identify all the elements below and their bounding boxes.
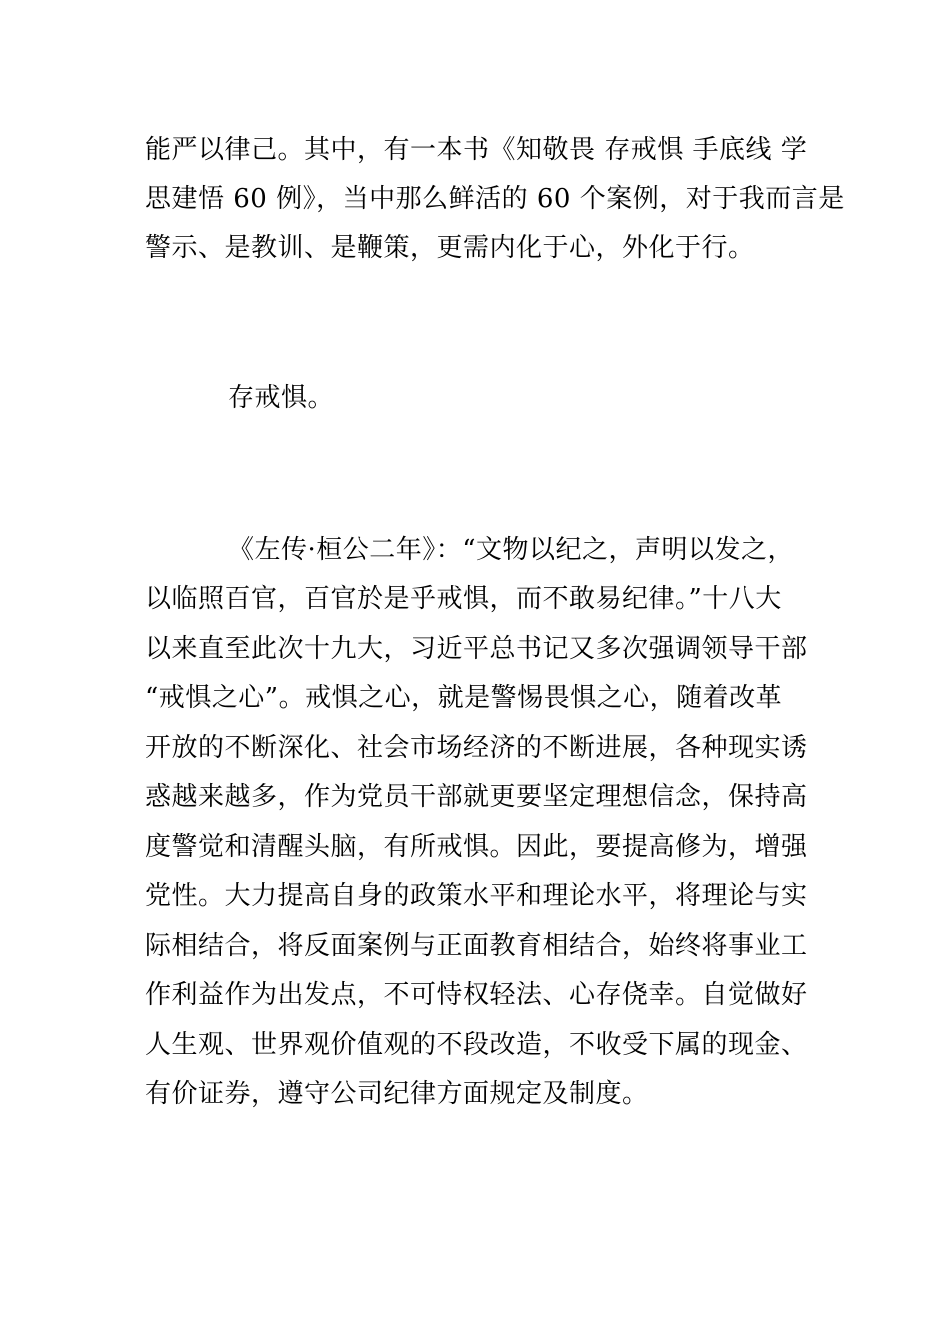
paragraph-2-line-3: 以来直至此次十九大，习近平总书记又多次强调领导干部 [145, 634, 808, 664]
paragraph-2-line-2: 以临照百官，百官於是乎戒惧，而不敢易纪律。”十八大 [145, 584, 782, 614]
paragraph-1-line-3: 警示、是教训、是鞭策，更需内化于心，外化于行。 [145, 233, 755, 263]
paragraph-2-line-9: 际相结合，将反面案例与正面教育相结合，始终将事业工 [145, 931, 808, 961]
paragraph-2-line-5: 开放的不断深化、社会市场经济的不断进展，各种现实诱 [145, 733, 808, 763]
paragraph-2-line-10: 作利益作为出发点，不可恃权轻法、心存侥幸。自觉做好 [145, 980, 808, 1010]
paragraph-1-line-1: 能严以律己。其中，有一本书《知敬畏 存戒惧 手底线 学 [145, 135, 808, 165]
paragraph-2-line-11: 人生观、世界观价值观的不段改造，不收受下属的现金、 [145, 1030, 808, 1060]
paragraph-2-line-6: 惑越来越多，作为党员干部就更要坚定理想信念，保持高 [145, 782, 808, 812]
paragraph-2-line-4: “戒惧之心”。戒惧之心，就是警惕畏惧之心，随着改革 [145, 683, 783, 713]
paragraph-2-line-8: 党性。大力提高自身的政策水平和理论水平，将理论与实 [145, 881, 808, 911]
paragraph-1-line-2: 思建悟 60 例》，当中那么鲜活的 60 个案例，对于我而言是 [145, 184, 845, 214]
paragraph-2-line-12: 有价证券，遵守公司纪律方面规定及制度。 [145, 1079, 649, 1109]
section-heading: 存戒惧。 [228, 383, 335, 413]
paragraph-2-line-1: 《左传·桓公二年》：“文物以纪之，声明以发之， [228, 535, 795, 565]
paragraph-2-line-7: 度警觉和清醒头脑，有所戒惧。因此，要提高修为，增强 [145, 832, 808, 862]
